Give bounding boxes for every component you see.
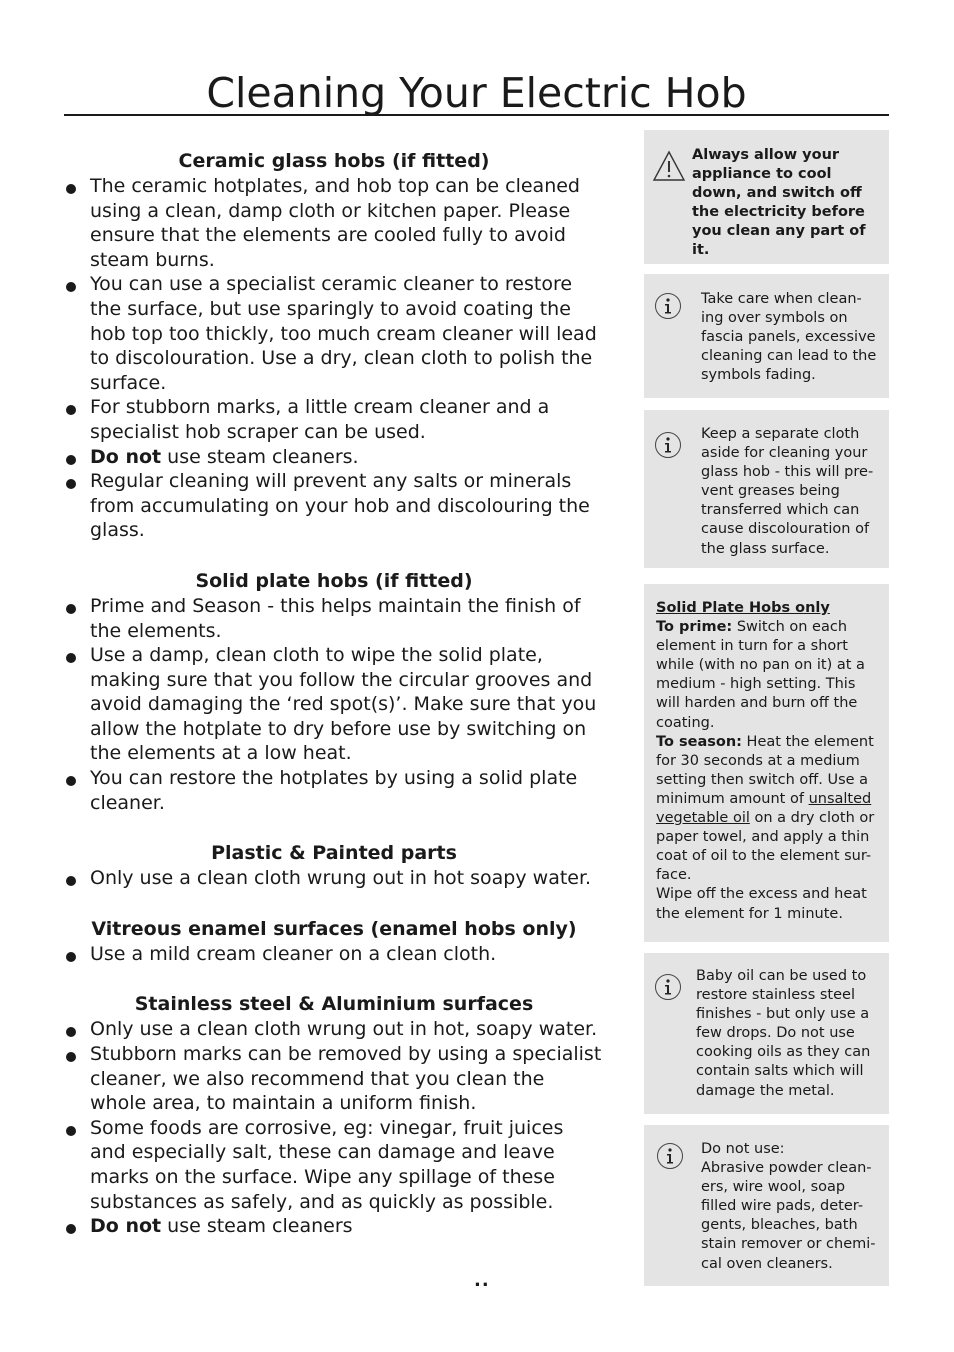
- section-heading: Stainless steel & Aluminium surfaces: [134, 993, 534, 1016]
- do-not-use-title: Do not use:: [701, 1141, 785, 1157]
- item-text: Use a mild cream cleaner on a clean cloth.: [90, 942, 497, 965]
- item-text: use steam cleaners.: [161, 445, 359, 468]
- bullet-list: [64, 866, 604, 891]
- list-item: [64, 594, 604, 643]
- info-icon: [654, 431, 682, 459]
- list-item: [64, 942, 604, 967]
- item-text: The ceramic hotplates, and hob top can be cleaned using a clean, damp cloth or kitchen paper. Please ensure that the elements are cooled fully to avoid steam burns.: [90, 175, 580, 271]
- warning-triangle-icon: [652, 150, 686, 182]
- item-text: Only use a clean cloth wrung out in hot soapy water.: [90, 867, 592, 890]
- item-text: Use a damp, clean cloth to wipe the solid plate, making sure that you follow the circular grooves and avoid damaging the ‘red spot(s)’. Make sure that you allow the hotplate to dry before use by switching on the elements at a low heat.: [90, 644, 597, 765]
- info-icon: [656, 1142, 684, 1170]
- section-heading: Solid plate hobs (if fitted): [195, 569, 473, 592]
- item-text: use steam cleaners: [161, 1215, 353, 1238]
- info-baby-oil-text: Baby oil can be used to restore stainless steel finishes - but only use a few drops. Do not use cooking oils as they can contain salts which will damage the metal.: [696, 968, 871, 1099]
- section: [64, 568, 604, 815]
- list-item: [64, 272, 604, 395]
- info-icon: [654, 973, 682, 1001]
- prime-label: To prime:: [656, 619, 733, 636]
- info-do-not-use-text: [701, 1140, 879, 1274]
- do-not-use-list: Abrasive powder clean-ers, wire wool, soap filled wire pads, deter-gents, bleaches, bath stain remover or chemi-cal oven cleaners.: [701, 1160, 876, 1272]
- list-item: [64, 1116, 604, 1214]
- prime-paragraph: [656, 618, 880, 733]
- list-item: [64, 174, 604, 272]
- bold-text: Do not: [90, 445, 162, 468]
- solid-plate-note-box: [644, 584, 889, 942]
- bullet-list: [64, 1017, 604, 1238]
- info-note-do-not-use: [644, 1125, 889, 1286]
- page-mark: ..: [474, 1270, 490, 1291]
- item-text: Some foods are corrosive, eg: vinegar, fruit juices and especially salt, these can damage and leave marks on the surface. Wipe any spillage of these substances as safely, and as quickly as possible.: [90, 1116, 564, 1213]
- item-text: You can use a specialist ceramic cleaner to restore the surface, but use sparingly to avoid coating the hob top too thickly, too much cream cleaner will lead to discolouration. Use a dry, clean cloth to polish the surface.: [90, 273, 597, 394]
- season-underline: unsalted vegetable oil: [656, 790, 872, 827]
- warning-text: Always allow your appliance to cool down, and switch off the electricity before you clean any part of it.: [692, 147, 866, 259]
- list-item: [64, 643, 604, 766]
- bullet-list: [64, 942, 604, 967]
- list-item: [64, 395, 604, 444]
- item-text: Stubborn marks can be removed by using a specialist cleaner, we also recommend that you clean the whole area, to maintain a uniform finish.: [90, 1043, 602, 1115]
- list-item: [64, 1214, 604, 1239]
- section-heading: Ceramic glass hobs (if fitted): [178, 150, 490, 172]
- wipe-paragraph: Wipe off the excess and heat the element for 1 minute.: [656, 886, 867, 922]
- section: [64, 840, 604, 891]
- main-content: [64, 148, 604, 1264]
- item-text: You can restore the hotplates by using a solid plate cleaner.: [90, 767, 578, 814]
- info-cloth-text: Keep a separate cloth aside for cleaning your glass hob - this will pre-vent greases being transferred which can cause discolouration of the glass surface.: [701, 426, 874, 557]
- info-symbols-text: Take care when clean-ing over symbols on fascia panels, excessive cleaning can lead to the symbols fading.: [701, 291, 877, 384]
- info-note-baby-oil: [644, 953, 889, 1114]
- season-paragraph: [656, 733, 880, 886]
- bold-text: Do not: [90, 1215, 162, 1238]
- list-item: [64, 866, 604, 891]
- list-item: [64, 766, 604, 815]
- item-text: Regular cleaning will prevent any salts or minerals from accumulating on your hob and discolouring the glass.: [90, 470, 590, 542]
- list-item: [64, 1042, 604, 1116]
- list-item: [64, 1017, 604, 1042]
- section-heading: Vitreous enamel surfaces (enamel hobs only): [91, 917, 577, 940]
- warning-note-box: [644, 130, 889, 264]
- solid-plate-text: [656, 599, 880, 924]
- item-text: For stubborn marks, a little cream cleaner and a specialist hob scraper can be used.: [90, 396, 550, 443]
- season-label: To season:: [656, 733, 742, 750]
- list-item: [64, 469, 604, 543]
- page-title: Cleaning Your Electric Hob: [206, 69, 747, 117]
- prime-text: Switch on each element in turn for a short while (with no pan on it) at a medium - high setting. This will harden and burn off the coating.: [656, 619, 865, 731]
- section: [64, 916, 604, 967]
- section: [64, 148, 604, 543]
- info-note-symbols: [644, 274, 889, 398]
- season-text-2: on a dry cloth or paper towel, and apply a thin coat of oil to the element sur-face.: [656, 810, 875, 884]
- bullet-list: [64, 594, 604, 815]
- season-text-1: Heat the element for 30 seconds at a medium setting then switch off. Use a minimum amount of: [656, 733, 874, 807]
- bullet-list: [64, 174, 604, 543]
- info-note-cloth: [644, 410, 889, 568]
- info-icon: [654, 292, 682, 320]
- item-text: Only use a clean cloth wrung out in hot, soapy water.: [90, 1018, 598, 1041]
- title-rule: [64, 114, 889, 116]
- section-heading: Plastic & Painted parts: [211, 842, 457, 865]
- list-item: [64, 445, 604, 470]
- solid-plate-title: Solid Plate Hobs only: [656, 600, 830, 616]
- section: [64, 991, 604, 1238]
- item-text: Prime and Season - this helps maintain the finish of the elements.: [90, 594, 581, 642]
